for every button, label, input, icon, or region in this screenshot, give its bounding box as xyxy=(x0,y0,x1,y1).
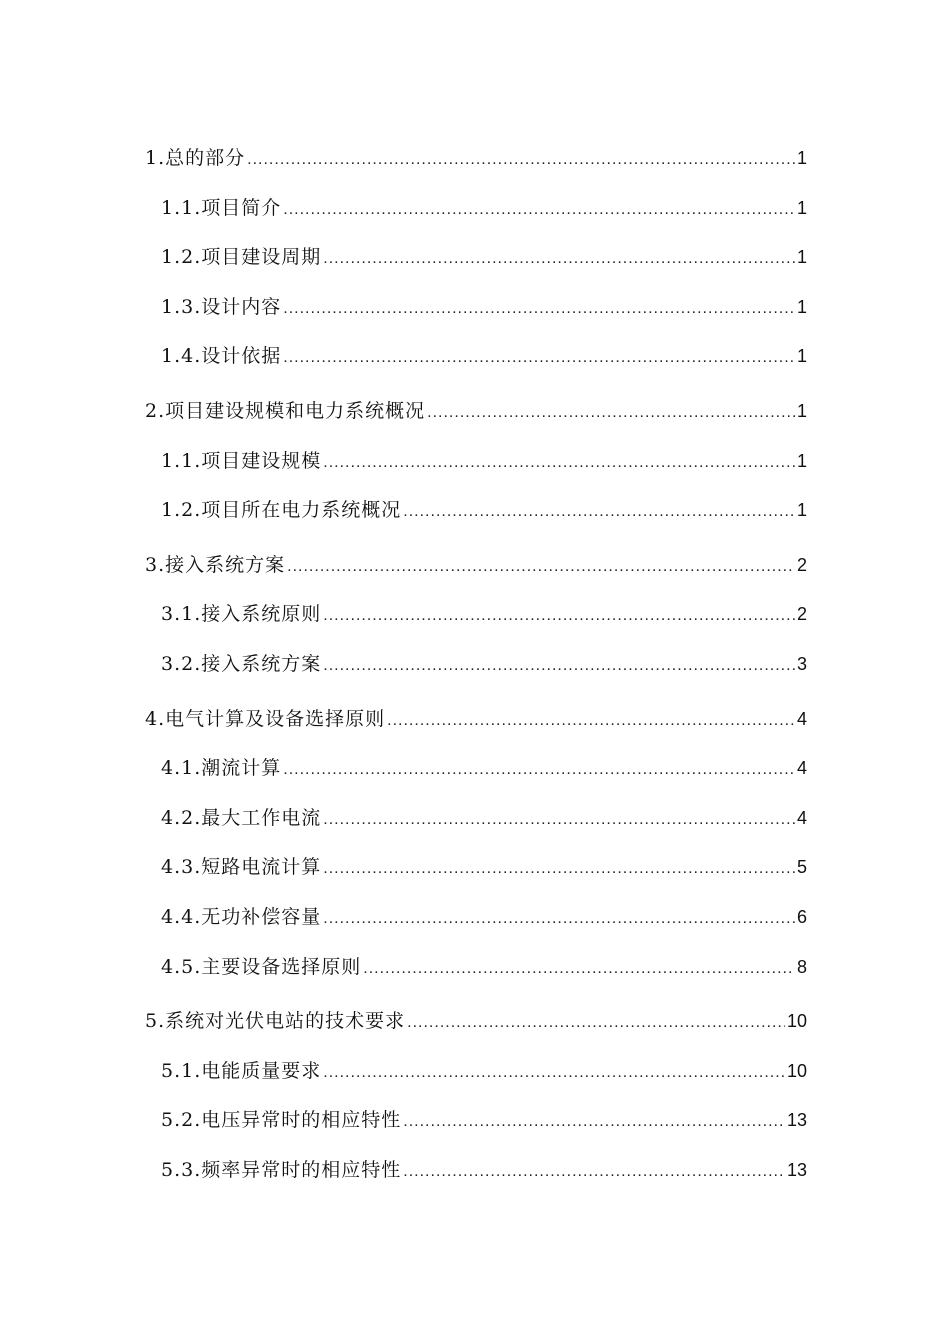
toc-entry-page: 3 xyxy=(796,653,807,674)
toc-entry-page: 10 xyxy=(786,1060,807,1081)
toc-entry-page: 1 xyxy=(796,148,807,168)
toc-entry-page: 1 xyxy=(796,400,807,421)
toc-leader-dots xyxy=(323,844,795,894)
toc-leader-dots xyxy=(323,641,795,691)
toc-leader-dots xyxy=(283,333,795,383)
toc-entry-title: 1.总的部分 xyxy=(145,147,246,169)
toc-entry-title: 3.2.接入系统方案 xyxy=(161,652,322,675)
toc-entry-page: 1 xyxy=(796,500,807,521)
toc-entry[interactable] xyxy=(145,332,807,382)
toc-leader-dots xyxy=(427,388,795,438)
toc-entry-title: 4.4.无功补偿容量 xyxy=(161,905,322,928)
toc-entry-title: 4.2.最大工作电流 xyxy=(161,806,322,829)
toc-entry-title: 1.1.项目简介 xyxy=(161,196,282,219)
toc-entry[interactable] xyxy=(145,744,807,794)
toc-entry[interactable] xyxy=(145,640,807,690)
toc-entry-page: 4 xyxy=(796,708,807,729)
toc-entry-title: 3.1.接入系统原则 xyxy=(161,603,322,626)
toc-entry[interactable] xyxy=(145,590,807,640)
toc-leader-dots xyxy=(323,894,795,944)
toc-entry-page: 4 xyxy=(796,758,807,779)
toc-leader-dots xyxy=(283,745,795,795)
toc-leader-dots xyxy=(363,944,795,994)
toc-leader-dots xyxy=(247,135,795,185)
toc-entry-page: 10 xyxy=(786,1011,807,1032)
toc-entry[interactable] xyxy=(145,184,807,234)
toc-entry-page: 1 xyxy=(796,247,807,268)
toc-entry[interactable] xyxy=(145,283,807,333)
toc-entry-page: 6 xyxy=(796,906,807,927)
toc-entry-title: 1.1.项目建设规模 xyxy=(161,449,322,472)
toc-leader-dots xyxy=(403,487,795,537)
toc-entry-title: 1.4.设计依据 xyxy=(161,345,282,368)
toc-entry-title: 4.电气计算及设备选择原则 xyxy=(145,707,386,730)
toc-leader-dots xyxy=(283,185,795,235)
toc-leader-dots xyxy=(323,591,795,641)
toc-entry-title: 4.1.潮流计算 xyxy=(161,757,282,780)
toc-entry-page: 1 xyxy=(796,450,807,471)
toc-entry-page: 1 xyxy=(796,197,807,218)
toc-entry-title: 4.5.主要设备选择原则 xyxy=(161,955,362,978)
toc-entry-page: 1 xyxy=(796,296,807,317)
table-of-contents xyxy=(145,134,807,1195)
toc-entry-title: 2.项目建设规模和电力系统概况 xyxy=(145,399,426,422)
toc-entry-page: 1 xyxy=(796,346,807,367)
toc-entry[interactable] xyxy=(145,695,807,745)
toc-entry-title: 1.2.项目建设周期 xyxy=(161,246,322,269)
toc-entry-title: 1.2.项目所在电力系统概况 xyxy=(161,499,402,522)
toc-entry[interactable] xyxy=(145,437,807,487)
toc-entry-title: 5.1.电能质量要求 xyxy=(161,1059,322,1082)
toc-entry[interactable] xyxy=(145,1146,807,1196)
toc-leader-dots xyxy=(323,1048,785,1098)
toc-entry[interactable] xyxy=(145,997,807,1047)
toc-entry[interactable] xyxy=(145,943,807,993)
toc-entry-page: 2 xyxy=(796,604,807,625)
toc-entry-page: 5 xyxy=(796,857,807,878)
toc-entry[interactable] xyxy=(145,233,807,283)
toc-leader-dots xyxy=(323,234,795,284)
toc-entry[interactable] xyxy=(145,843,807,893)
toc-entry-title: 5.系统对光伏电站的技术要求 xyxy=(145,1010,406,1033)
toc-entry-title: 5.3.频率异常时的相应特性 xyxy=(161,1158,402,1181)
toc-entry[interactable] xyxy=(145,134,807,184)
toc-entry-title: 4.3.短路电流计算 xyxy=(161,856,322,879)
toc-entry-title: 3.接入系统方案 xyxy=(145,553,286,576)
toc-entry-page: 13 xyxy=(786,1110,807,1131)
toc-entry-page: 13 xyxy=(786,1159,807,1180)
toc-leader-dots xyxy=(287,542,795,592)
toc-leader-dots xyxy=(323,795,795,845)
toc-entry-page: 4 xyxy=(796,807,807,828)
toc-leader-dots xyxy=(407,998,785,1048)
toc-entry-title: 5.2.电压异常时的相应特性 xyxy=(161,1109,402,1132)
toc-entry[interactable] xyxy=(145,387,807,437)
toc-entry-page: 2 xyxy=(796,554,807,575)
toc-leader-dots xyxy=(403,1147,785,1197)
toc-leader-dots xyxy=(403,1097,785,1147)
toc-leader-dots xyxy=(283,284,795,334)
toc-entry[interactable] xyxy=(145,1096,807,1146)
toc-entry[interactable] xyxy=(145,893,807,943)
toc-entry[interactable] xyxy=(145,1047,807,1097)
toc-entry[interactable] xyxy=(145,486,807,536)
toc-entry[interactable] xyxy=(145,794,807,844)
toc-entry-title: 1.3.设计内容 xyxy=(161,295,282,318)
toc-entry-page: 8 xyxy=(796,956,807,977)
toc-entry[interactable] xyxy=(145,541,807,591)
toc-leader-dots xyxy=(323,438,795,488)
toc-leader-dots xyxy=(387,696,795,746)
